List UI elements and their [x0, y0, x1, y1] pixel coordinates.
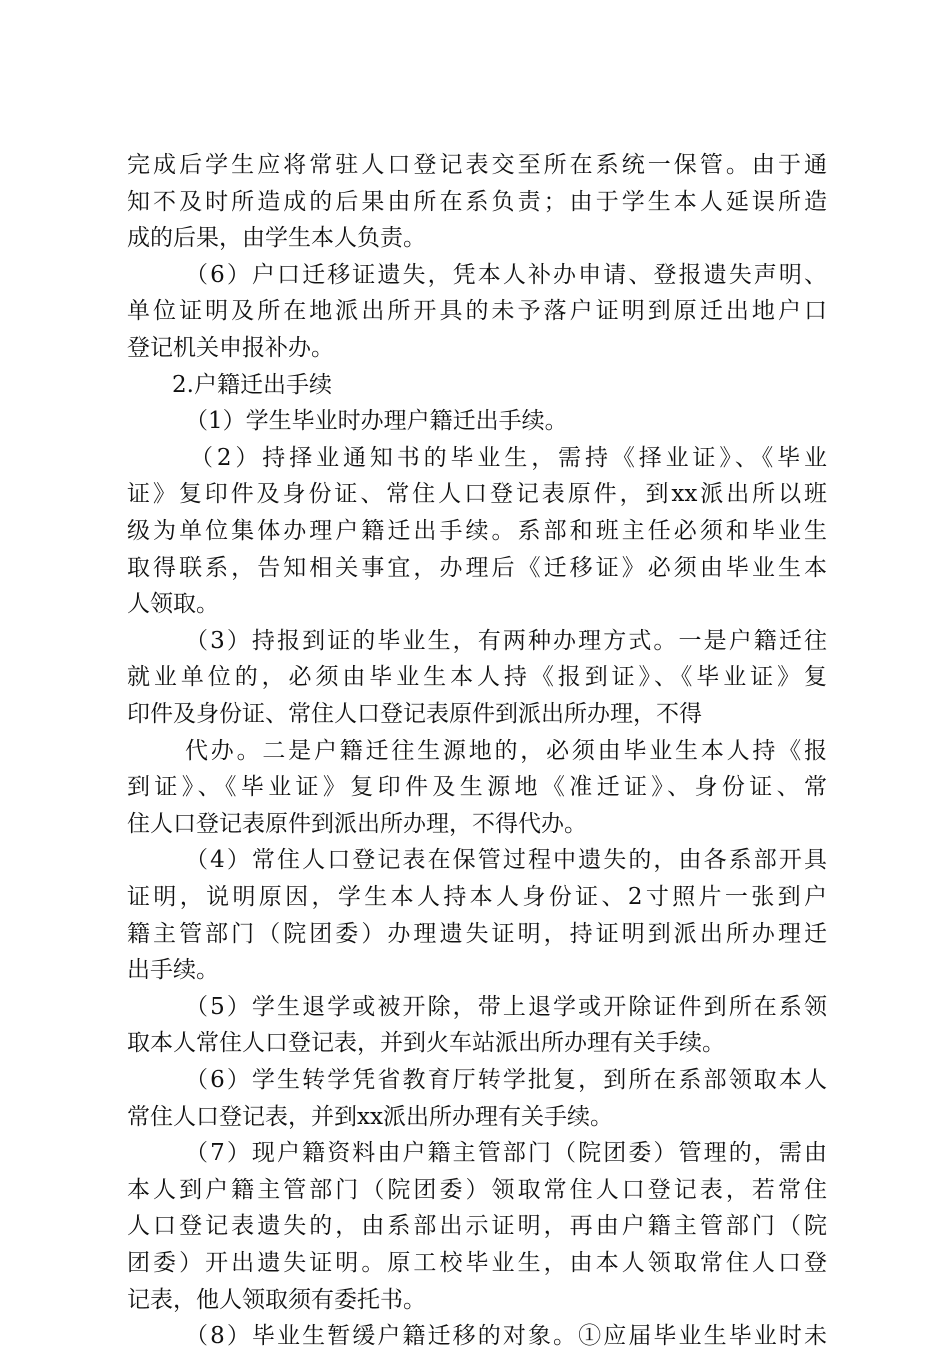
text-line: 证明，说明原因，学生本人持本人身份证、2寸照片一张到户: [127, 884, 827, 910]
text-line: 取得联系，告知相关事宜，办理后《迁移证》必须由毕业生本: [127, 555, 827, 581]
text-line: 成的后果，由学生本人负责。: [127, 225, 426, 251]
text-line: 常住人口登记表，并到xx派出所办理有关手续。: [127, 1104, 613, 1130]
text-line: 住人口登记表原件到派出所办理，不得代办。: [127, 811, 587, 837]
text-line: （7）现户籍资料由户籍主管部门（院团委）管理的，需由: [185, 1140, 827, 1166]
text-line: （2）持择业通知书的毕业生，需持《择业证》、《毕业: [190, 445, 827, 471]
text-line: 知不及时所造成的后果由所在系负责；由于学生本人延误所造: [127, 189, 827, 215]
text-line: 人领取。: [127, 591, 219, 617]
text-line: 印件及身份证、常住人口登记表原件到派出所办理，不得: [127, 701, 702, 727]
text-line: （1）学生毕业时办理户籍迁出手续。: [185, 408, 568, 434]
text-line: 级为单位集体办理户籍迁出手续。系部和班主任必须和毕业生: [127, 518, 827, 544]
text-line: 籍主管部门（院团委）办理遗失证明，持证明到派出所办理迁: [127, 921, 827, 947]
text-line: 团委）开出遗失证明。原工校毕业生，由本人领取常住人口登: [127, 1250, 827, 1276]
text-line: 到证》、《毕业证》复印件及生源地《准迁证》、身份证、常: [127, 774, 827, 800]
text-line: 完成后学生应将常驻人口登记表交至所在系统一保管。由于通: [127, 152, 827, 178]
text-line: 证》复印件及身份证、常住人口登记表原件，到xx派出所以班: [127, 481, 827, 507]
text-line: 人口登记表遗失的，由系部出示证明，再由户籍主管部门（院: [127, 1213, 827, 1239]
text-line: 本人到户籍主管部门（院团委）领取常住人口登记表，若常住: [127, 1177, 827, 1203]
text-line: 就业单位的，必须由毕业生本人持《报到证》、《毕业证》复: [127, 664, 827, 690]
text-line: 2.户籍迁出手续: [172, 372, 332, 398]
text-line: （6）户口迁移证遗失，凭本人补办申请、登报遗失声明、: [185, 262, 827, 288]
text-line: 出手续。: [127, 957, 219, 983]
text-line: （8）毕业生暂缓户籍迁移的对象。①应届毕业生毕业时未: [185, 1323, 827, 1349]
text-line: （6）学生转学凭省教育厅转学批复，到所在系部领取本人: [185, 1067, 827, 1093]
text-line: 取本人常住人口登记表，并到火车站派出所办理有关手续。: [127, 1030, 725, 1056]
text-line: （5）学生退学或被开除，带上退学或开除证件到所在系领: [185, 994, 827, 1020]
text-line: （4）常住人口登记表在保管过程中遗失的，由各系部开具: [185, 847, 827, 873]
text-line: 记表，他人领取须有委托书。: [127, 1287, 426, 1313]
text-line: 代办。二是户籍迁往生源地的，必须由毕业生本人持《报: [185, 738, 827, 764]
text-line: 登记机关申报补办。: [127, 335, 334, 361]
text-line: 单位证明及所在地派出所开具的未予落户证明到原迁出地户口: [127, 298, 827, 324]
text-line: （3）持报到证的毕业生，有两种办理方式。一是户籍迁往: [185, 628, 827, 654]
